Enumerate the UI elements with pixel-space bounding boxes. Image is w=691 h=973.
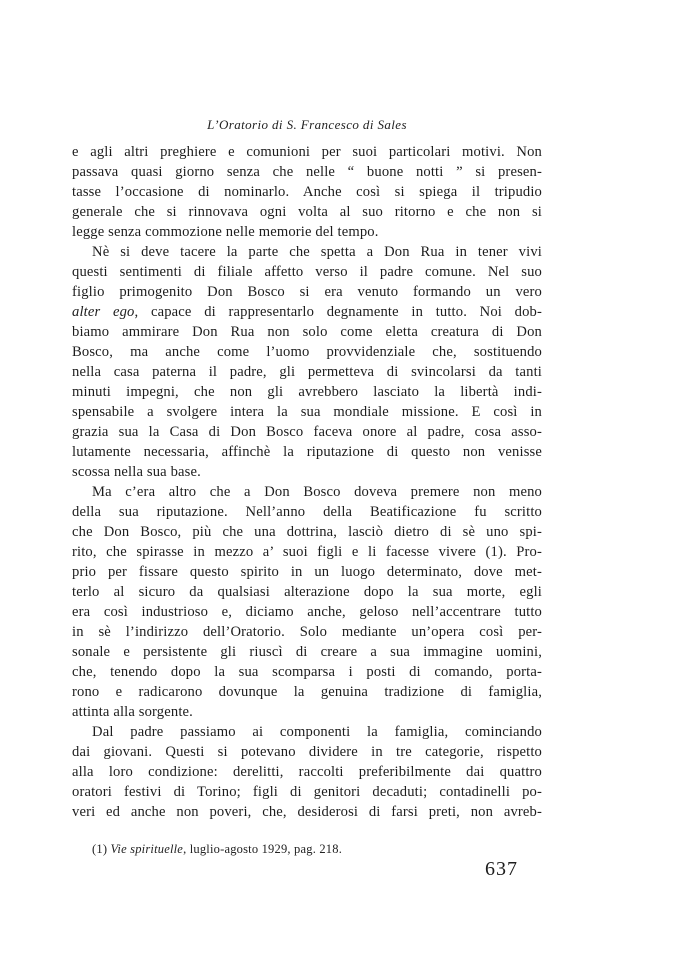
running-header: L’Oratorio di S. Francesco di Sales xyxy=(207,117,407,132)
text-line: sonale e persistente gli riuscì di creare a sua immagine uomini, xyxy=(72,644,542,660)
text-line: passava quasi giorno senza che nelle “ buone notti ” si presen- xyxy=(72,164,542,180)
text-line: della sua riputazione. Nell’anno della Beatificazione fu scritto xyxy=(72,504,542,520)
text-line: spensabile a svolgere intera la sua mondiale missione. E così in xyxy=(72,404,542,420)
footnote: (1) Vie spirituelle, luglio-agosto 1929, pag. 218. xyxy=(92,842,343,856)
text-line: Dal padre passiamo ai componenti la famiglia, cominciando xyxy=(92,724,542,740)
text-line: che, tenendo dopo la sua scomparsa i posti di comando, porta- xyxy=(72,664,542,680)
text-line: minuti impegni, che non gli avrebbero lasciato la libertà indi- xyxy=(72,384,542,400)
text-line: veri ed anche non poveri, che, desiderosi di farsi preti, non avreb- xyxy=(72,804,542,820)
text-line: generale che si rinnovava ogni volta al suo ritorno e che non si xyxy=(72,204,542,220)
paragraph xyxy=(72,722,542,822)
text-line: attinta alla sorgente. xyxy=(72,704,193,720)
page-number: 637 xyxy=(485,858,518,880)
text-line: alter ego, capace di rappresentarlo degnamente in tutto. Noi dob- xyxy=(72,304,542,320)
body-text xyxy=(72,142,542,822)
text-line: questi sentimenti di filiale affetto verso il padre comune. Nel suo xyxy=(72,264,542,280)
text-line: prio per fissare questo spirito in un luogo determinato, dove met- xyxy=(72,564,542,580)
text-line: alla loro condizione: derelitti, raccolti preferibilmente dai quattro xyxy=(72,764,542,780)
text-line: figlio primogenito Don Bosco si era venuto formando un vero xyxy=(72,284,542,300)
text-line: biamo ammirare Don Rua non solo come eletta creatura di Don xyxy=(72,324,542,340)
text-line: dai giovani. Questi si potevano dividere in tre categorie, rispetto xyxy=(72,744,542,760)
text-line: scossa nella sua base. xyxy=(72,464,201,480)
text-line: Nè si deve tacere la parte che spetta a Don Rua in tener vivi xyxy=(92,244,542,260)
text-line: grazia sua la Casa di Don Bosco faceva onore al padre, cosa asso- xyxy=(72,424,542,440)
text-line: tasse l’occasione di nominarlo. Anche così si spiega il tripudio xyxy=(72,184,542,200)
text-line: che Don Bosco, più che una dottrina, lasciò dietro di sè uno spi- xyxy=(72,524,542,540)
text-line: Bosco, ma anche come l’uomo provvidenziale che, sostituendo xyxy=(72,344,542,360)
text-line: legge senza commozione nelle memorie del tempo. xyxy=(72,224,379,240)
text-line: terlo al sicuro da qualsiasi alterazione dopo la sua morte, egli xyxy=(72,584,542,600)
text-line: Ma c’era altro che a Don Bosco doveva premere non meno xyxy=(92,484,542,500)
text-line: e agli altri preghiere e comunioni per suoi particolari motivi. Non xyxy=(72,144,542,160)
text-line: rito, che spirasse in mezzo a’ suoi figli e li facesse vivere (1). Pro- xyxy=(72,544,542,560)
text-line: rono e radicarono dovunque la genuina tradizione di famiglia, xyxy=(72,684,542,700)
text-line: oratori festivi di Torino; figli di genitori decaduti; contadinelli po- xyxy=(72,784,542,800)
text-line: in sè l’indirizzo dell’Oratorio. Solo mediante un’opera così per- xyxy=(72,624,542,640)
text-line: lutamente necessaria, affinchè la riputazione di questo non venisse xyxy=(72,444,542,460)
paragraph xyxy=(72,142,542,242)
paragraph xyxy=(72,482,542,722)
paragraph xyxy=(72,242,542,482)
text-line: era così industrioso e, diciamo anche, geloso nell’accentrare tutto xyxy=(72,604,542,620)
text-line: nella casa paterna il padre, gli permetteva di svincolarsi da tanti xyxy=(72,364,542,380)
